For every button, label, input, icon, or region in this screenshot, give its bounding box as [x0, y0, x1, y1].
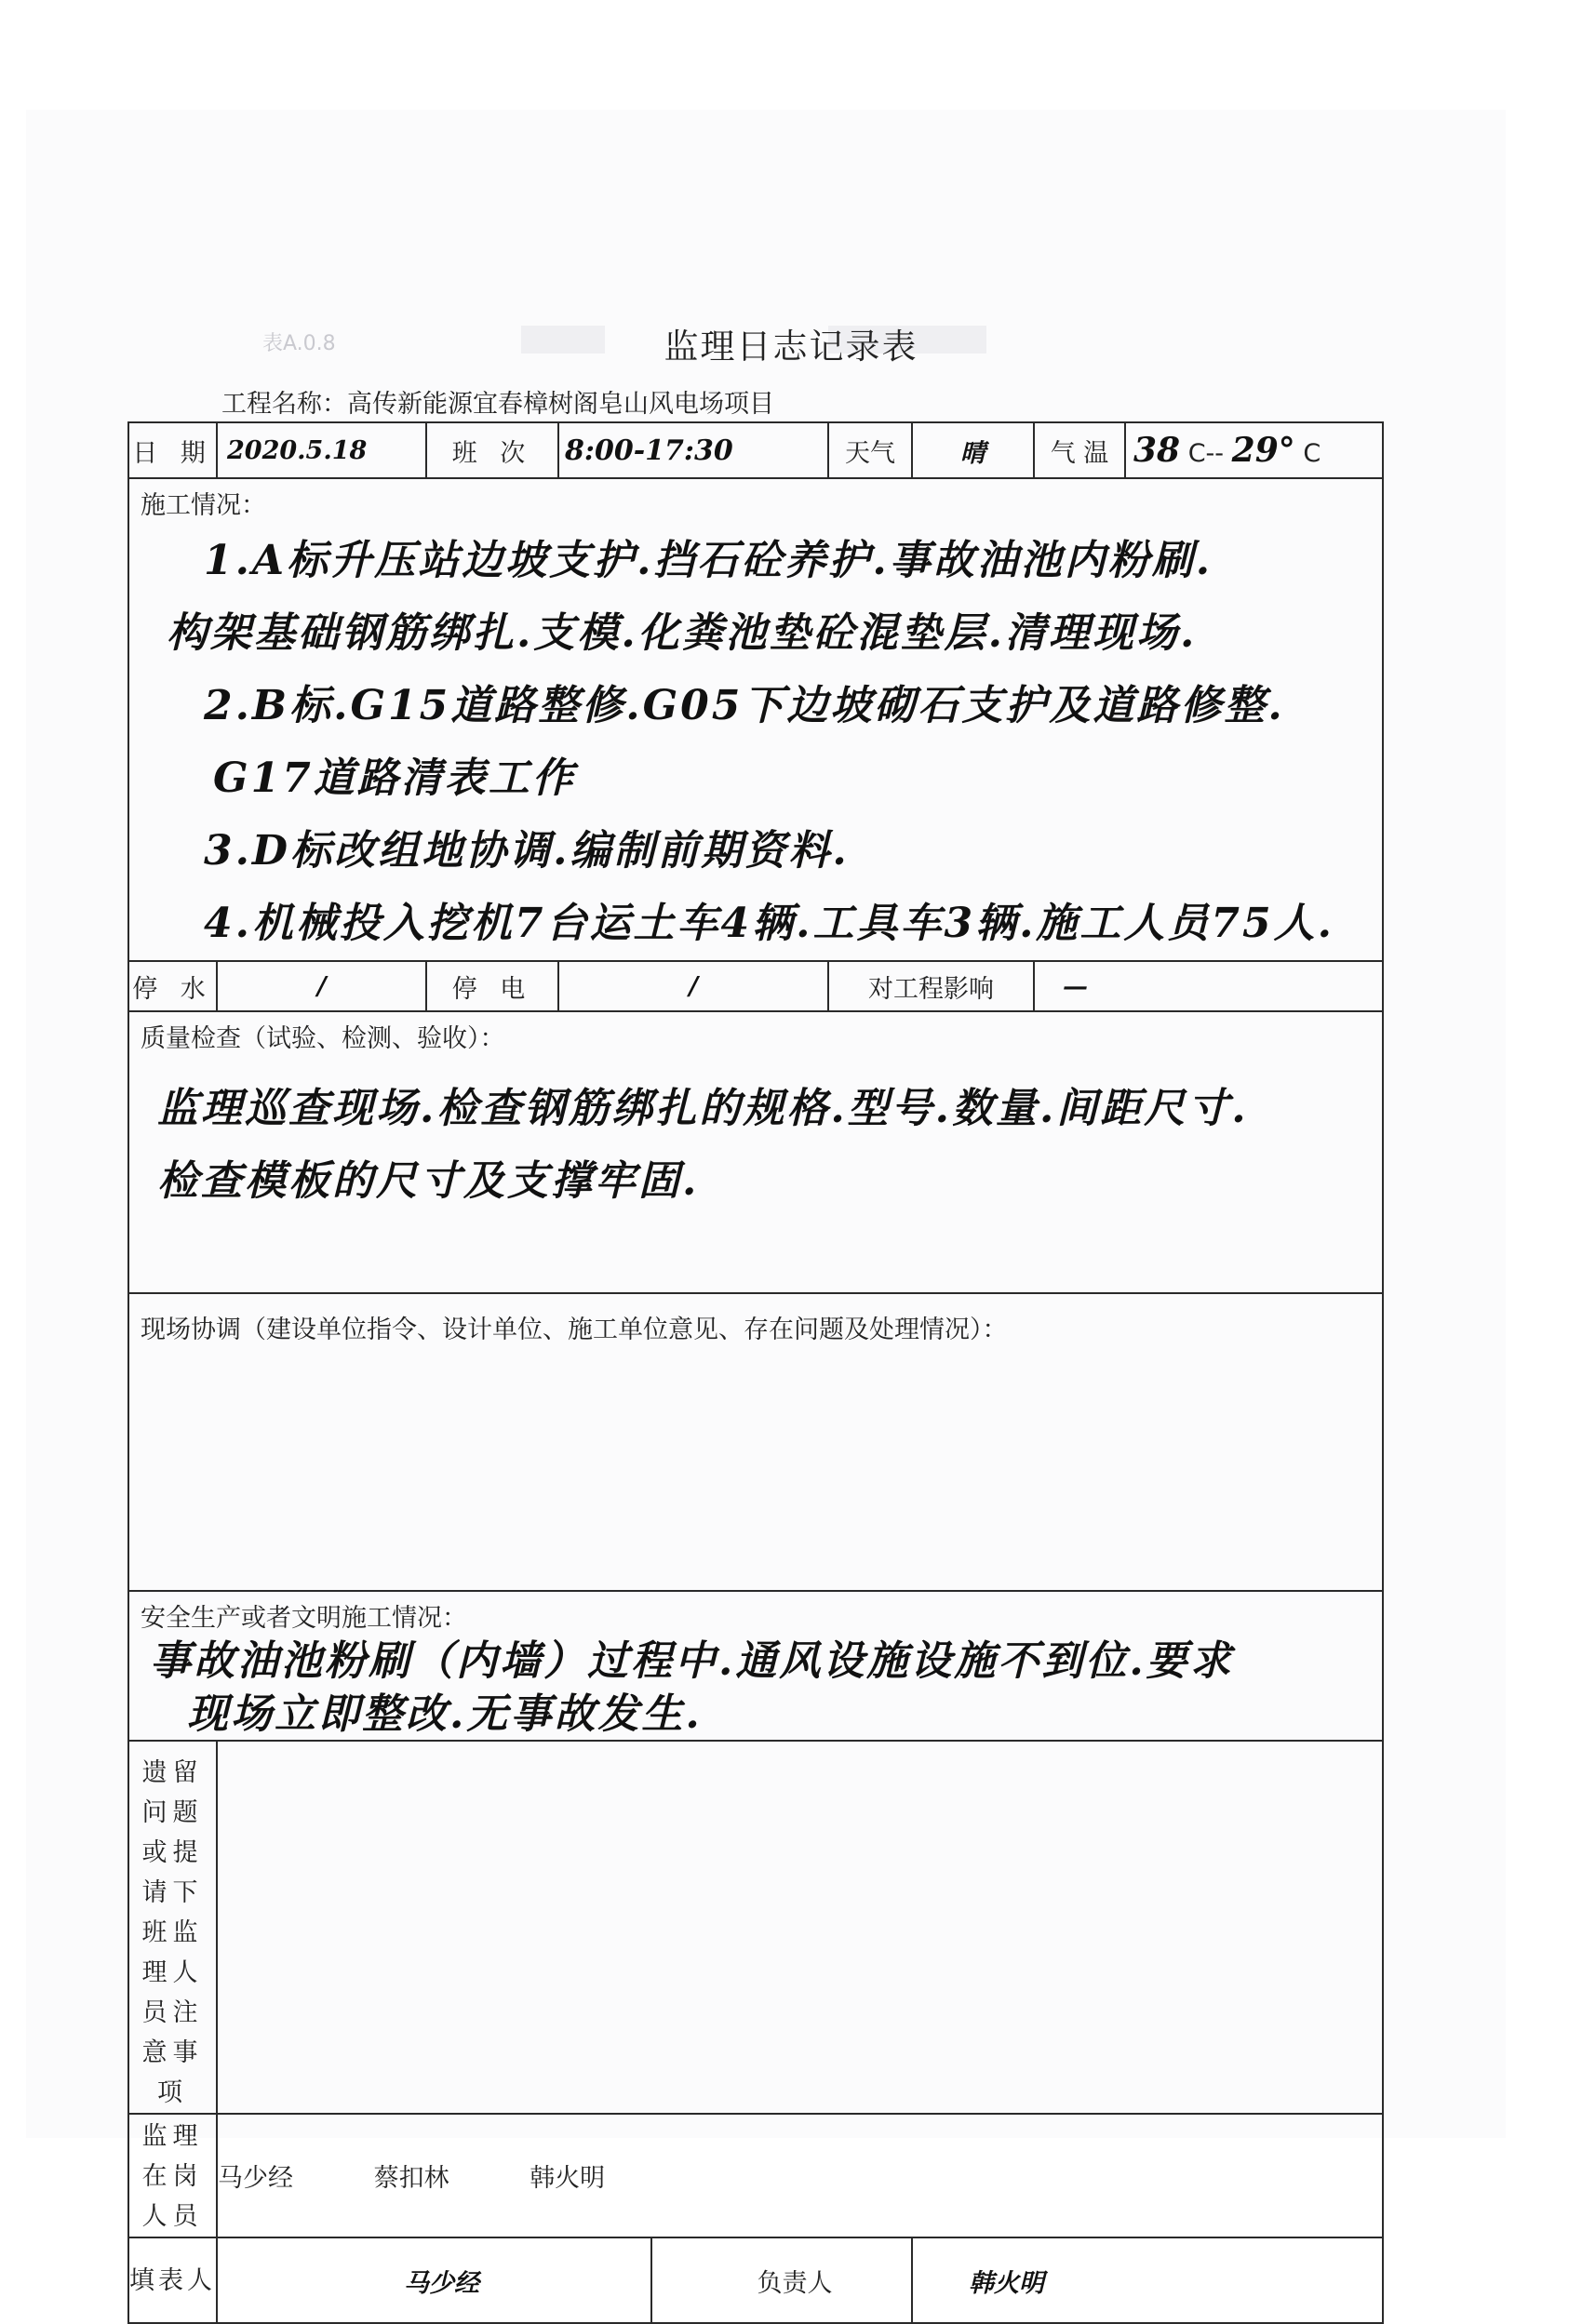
staff-name: 韩火明 — [530, 2164, 606, 2193]
construction-line: 构架基础钢筋绑扎.支模.化粪池垫砼混垫层.清理现场. — [167, 609, 1198, 657]
impact-label-cell — [828, 961, 1034, 1011]
coordination-label: 现场协调（建设单位指令、设计单位、施工单位意见、存在问题及处理情况）： — [141, 1316, 1008, 1344]
date-value: 2020.5.18 — [217, 422, 426, 478]
shift-value: 8:00-17:30 — [558, 422, 828, 478]
construction-line: G17道路清表工作 — [213, 755, 576, 802]
project-label: 工程名称： — [221, 390, 347, 419]
construction-line: 1.A标升压站边坡支护.挡石砼养护.事故油池内粉刷. — [204, 537, 1213, 584]
construction-line: 4.机械投入挖机7台运土车4辆.工具车3辆.施工人员75人. — [204, 900, 1334, 947]
water-label-cell — [128, 961, 217, 1011]
filler-label: 填表人 — [128, 2237, 217, 2323]
quality-row — [128, 1011, 1383, 1293]
quality-label: 质量检查（试验、检测、验收）： — [141, 1024, 505, 1053]
impact-value: — — [1034, 961, 1383, 1011]
construction-notes — [129, 521, 1382, 960]
safety-line: 现场立即整改.无事故发生. — [187, 1690, 703, 1738]
water-label: 停 水 — [132, 974, 213, 1004]
remaining-content — [217, 1741, 1383, 2114]
temp-label-cell — [1034, 422, 1125, 478]
remaining-label: 遗留问题或提请下班监理人员注意事项 — [128, 1741, 217, 2114]
weather-label: 天气 — [845, 438, 895, 468]
construction-label: 施工情况： — [141, 491, 266, 520]
power-label: 停 电 — [451, 974, 533, 1004]
weather-label-cell — [828, 422, 912, 478]
safety-row — [128, 1591, 1383, 1741]
shift-label: 班 次 — [451, 438, 533, 468]
staff-label: 监理在岗人员 — [128, 2114, 217, 2237]
utilities-row — [128, 961, 1383, 1011]
filler-signature: 马少经 — [217, 2237, 651, 2323]
quality-notes — [129, 1054, 1382, 1218]
signature-row — [128, 2237, 1383, 2323]
safety-line: 事故油池粉刷（内墙）过程中.通风设施设施不到位.要求 — [150, 1637, 1234, 1685]
safety-cell — [128, 1591, 1383, 1741]
temp-low: 38 — [1133, 431, 1181, 470]
responsible-signature: 韩火明 — [912, 2237, 1383, 2323]
project-name: 高传新能源宜春樟树阁皂山风电场项目 — [347, 390, 774, 419]
form-title: 监理日志记录表 — [664, 327, 918, 367]
construction-line: 2.B标.G15道路整修.G05下边坡砌石支护及道路修整. — [204, 682, 1285, 729]
coordination-cell — [128, 1293, 1383, 1591]
water-value: / — [217, 961, 426, 1011]
power-value: / — [558, 961, 828, 1011]
remaining-row — [128, 1741, 1383, 2114]
staff-name: 马少经 — [218, 2164, 293, 2193]
quality-line: 检查模板的尺寸及支撑牢固. — [157, 1157, 700, 1205]
quality-cell — [128, 1011, 1383, 1293]
weather-value: 晴 — [912, 422, 1034, 478]
temp-value-cell — [1125, 422, 1383, 478]
construction-cell — [128, 478, 1383, 961]
header-row — [128, 422, 1383, 478]
responsible-label: 负责人 — [757, 2268, 833, 2298]
construction-line: 3.D标改组地协调.编制前期资料. — [204, 827, 850, 875]
safety-notes — [129, 1634, 1382, 1740]
power-label-cell — [426, 961, 558, 1011]
staff-row — [128, 2114, 1383, 2237]
form-code: 表A.0.8 — [262, 332, 336, 355]
temp-separator: C-- — [1187, 439, 1225, 468]
date-label-cell — [128, 422, 217, 478]
shift-label-cell — [426, 422, 558, 478]
staff-name: 蔡扣林 — [373, 2164, 449, 2193]
temp-label: 气 温 — [1050, 438, 1109, 468]
responsible-label-cell — [651, 2237, 912, 2323]
project-line — [221, 383, 774, 420]
staff-names — [217, 2114, 1383, 2237]
temp-high: 29° — [1231, 431, 1295, 470]
impact-label: 对工程影响 — [868, 974, 994, 1004]
quality-line: 监理巡查现场.检查钢筋绑扎的规格.型号.数量.间距尺寸. — [157, 1085, 1249, 1132]
date-label: 日 期 — [132, 438, 213, 468]
safety-label: 安全生产或者文明施工情况： — [141, 1604, 467, 1633]
supervision-log-table — [127, 421, 1384, 2324]
coordination-row — [128, 1293, 1383, 1591]
construction-row — [128, 478, 1383, 961]
temp-unit: C — [1303, 439, 1321, 468]
